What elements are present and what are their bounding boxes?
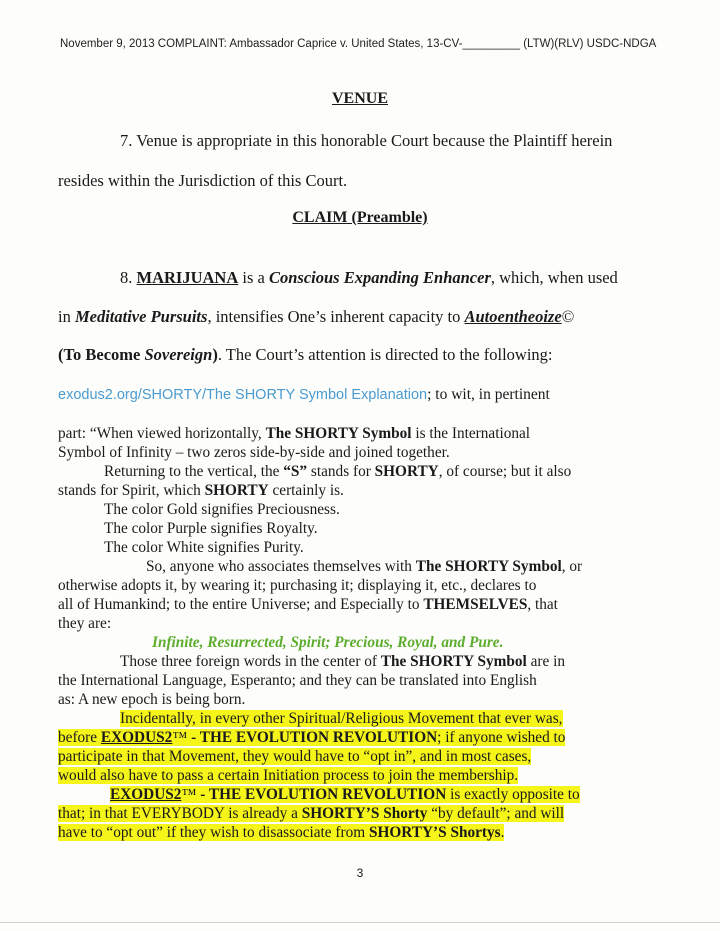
text-segment: , that [527,596,558,613]
bold-segment: SHORTY’S Shortys [368,824,501,841]
bold-segment: The SHORTY Symbol [415,558,562,575]
text-segment: ; to wit, in pertinent [427,386,550,403]
text-segment: Those three foreign words in the center of [120,653,381,670]
text-segment: are in [526,653,565,670]
scan-edge-divider [0,922,720,923]
text-segment: , of course; but it also [438,463,572,480]
bold-segment: SHORTY’S Shorty [301,805,428,822]
bold-segment: THEMSELVES [423,596,528,613]
text-segment: part: “When viewed horizontally, [58,425,266,442]
text-segment: (To Become [58,345,145,364]
bold-segment: The SHORTY Symbol [380,653,527,670]
quote-line [58,424,673,443]
quoted-passage [58,424,673,842]
text-segment: ) [212,345,218,364]
highlighted-line [58,785,673,804]
quote-line: The color Gold signifies Preciousness. [104,501,340,518]
exodus2-term: EXODUS2 [100,729,173,746]
conscious-expanding-phrase: Conscious Expanding Enhancer [268,268,491,287]
highlighted-line [58,709,673,728]
paragraph-8-line-4 [58,386,618,404]
text-segment: that; in that EVERYBODY is already a [58,805,302,822]
shorty-symbol-link[interactable]: exodus2.org/SHORTY/The SHORTY Symbol Explanation [58,387,428,403]
text-segment: is exactly opposite to [446,786,580,803]
quote-line: Symbol of Infinity – two zeros side-by-side and joined together. [58,444,450,461]
highlighted-line [58,747,673,766]
bold-segment: SHORTY [204,482,269,499]
quote-line [58,481,673,500]
text-segment: is the International [411,425,531,442]
claim-heading: CLAIM (Preamble) [292,209,428,226]
text-segment: all of Humankind; to the entire Universe; and Especially to [58,596,424,613]
text-segment: in [58,307,75,326]
quote-line: the International Language, Esperanto; and they can be translated into English [58,672,537,689]
text-segment: Returning to the vertical, the [104,463,284,480]
marijuana-term: MARIJUANA [136,268,239,287]
trademark-mark: ™ [181,786,197,803]
highlight-segment: participate in that Movement, they would have to “opt in”, and in most cases, [58,748,532,765]
text-segment: is a [238,268,269,287]
trademark-mark: ™ [172,729,188,746]
exodus2-term: EXODUS2 [110,786,182,803]
quote-line: they are: [58,615,112,632]
bold-segment: - THE EVOLUTION REVOLUTION [187,729,438,746]
text-segment: ; if anyone wished to [437,729,566,746]
paragraph-number: 8. [120,268,137,287]
quote-line: otherwise adopts it, by wearing it; purchasing it; displaying it, etc., declares to [58,577,537,594]
venue-heading: VENUE [331,90,388,107]
venue-paragraph-line-1: 7. Venue is appropriate in this honorable Court because the Plaintiff herein [120,131,613,150]
quote-line: The color White signifies Purity. [104,539,304,556]
text-segment: have to “opt out” if they wish to disassociate from [58,824,369,841]
text-segment: So, anyone who associates themselves with [146,558,416,575]
highlighted-line [58,766,673,785]
green-qualities-line: Infinite, Resurrected, Spirit; Precious, Royal, and Pure. [152,634,504,651]
quote-line [58,652,673,671]
bold-segment: SHORTY [374,463,439,480]
page-number: 3 [356,866,364,880]
bold-segment: “S” [283,463,308,480]
highlighted-line [58,823,673,842]
paragraph-8-line-2 [58,307,618,327]
copyright-mark: © [561,307,575,326]
text-segment: . The Court’s attention is directed to the following: [217,345,553,364]
text-segment: before [58,729,101,746]
paragraph-8-line-1 [120,268,680,288]
text-segment: , intensifies One’s inherent capacity to [207,307,465,326]
text-segment: , which, when used [490,268,618,287]
paragraph-8-line-3 [58,345,618,365]
text-segment: “by default”; and will [427,805,565,822]
quote-line [58,557,673,576]
autoentheoize-term: Autoentheoize [464,307,562,326]
page-header: November 9, 2013 COMPLAINT: Ambassador Caprice v. United States, 13-CV-_________ (LTW)(RLV) USDC-NDGA [60,38,657,50]
highlight-segment: would also have to pass a certain Initiation process to join the membership. [58,767,519,784]
text-segment: stands for Spirit, which [58,482,205,499]
quote-line [58,595,673,614]
text-segment: certainly is. [268,482,344,499]
highlighted-line [58,728,673,747]
quote-line [58,462,673,481]
text-segment: . [500,824,505,841]
bold-segment: The SHORTY Symbol [265,425,412,442]
quote-line: as: A new epoch is being born. [58,691,246,708]
sovereign-term: Sovereign [144,345,213,364]
bold-segment: - THE EVOLUTION REVOLUTION [196,786,447,803]
highlight-segment: Incidentally, in every other Spiritual/Religious Movement that ever was, [120,710,563,727]
meditative-pursuits-phrase: Meditative Pursuits [74,307,208,326]
quote-line: The color Purple signifies Royalty. [104,520,318,537]
venue-paragraph-line-2: resides within the Jurisdiction of this Court. [58,171,348,190]
text-segment: , or [561,558,583,575]
text-segment: stands for [307,463,375,480]
highlighted-line [58,804,673,823]
